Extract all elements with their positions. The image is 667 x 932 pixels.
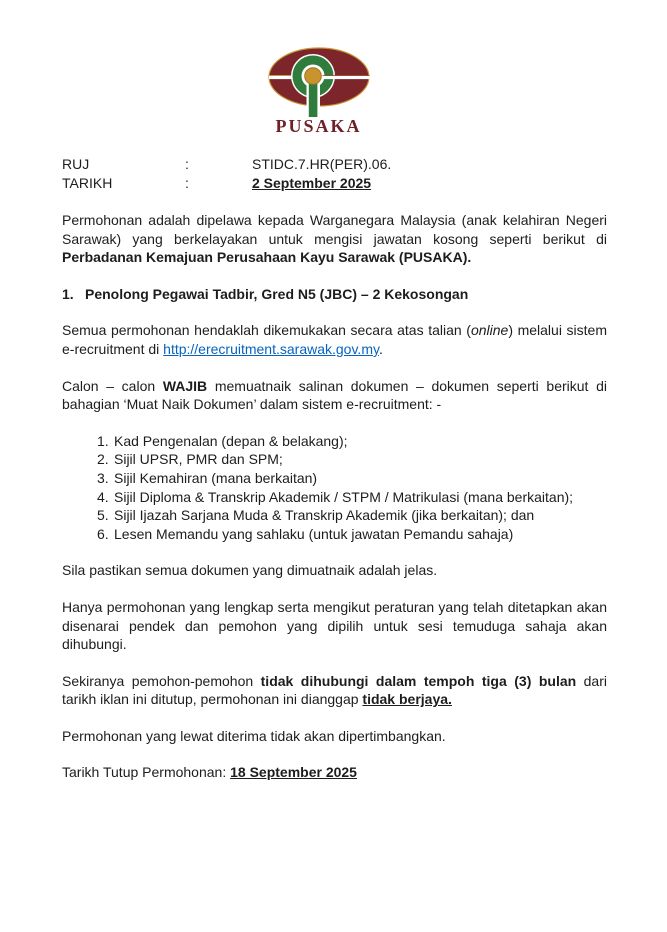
pusaka-logo xyxy=(264,46,374,137)
ref-row-tarikh xyxy=(62,174,607,193)
upload-text-1: Calon – calon xyxy=(62,377,163,394)
vacancy-number: 1. xyxy=(62,285,74,302)
list-item-text: Lesen Memandu yang sahlaku (untuk jawatan Pemandu sahaja) xyxy=(114,525,514,542)
vacancy-title: Penolong Pegawai Tadbir, Gred N5 (JBC) – 2 Kekosongan xyxy=(85,285,469,302)
clarity-note: Sila pastikan semua dokumen yang dimuatnaik adalah jelas. xyxy=(62,562,438,579)
late-submission-note: Permohonan yang lewat diterima tidak akan dipertimbangkan. xyxy=(62,727,446,744)
date-separator: : xyxy=(185,175,189,191)
list-item xyxy=(97,506,607,525)
list-item-number: 5. xyxy=(97,507,109,524)
list-item-number: 6. xyxy=(97,525,109,542)
online-application-paragraph xyxy=(62,321,607,358)
list-item xyxy=(97,488,607,507)
list-item xyxy=(97,469,607,488)
list-item-text: Sijil Ijazah Sarjana Muda & Transkrip Akademik (jika berkaitan); dan xyxy=(114,507,535,524)
shortlist-note: Hanya permohonan yang lengkap serta mengikut peraturan yang telah ditetapkan akan disenarai pendek dan pemohon yang dipilih untuk sesi temuduga sahaja akan dihubungi. xyxy=(62,598,607,653)
logo-wordmark: PUSAKA xyxy=(275,116,362,136)
unsuccessful-text-1: Sekiranya pemohon-pemohon xyxy=(62,672,261,689)
list-item-text: Sijil Diploma & Transkrip Akademik / STPM / Matrikulasi (mana berkaitan); xyxy=(114,488,574,505)
list-item-text: Kad Pengenalan (depan & belakang); xyxy=(114,432,348,449)
date-label: TARIKH xyxy=(62,175,113,191)
closing-date-value: 18 September 2025 xyxy=(230,764,357,781)
upload-bold: WAJIB xyxy=(162,377,208,394)
list-item xyxy=(97,432,607,451)
erecruitment-link[interactable]: http://erecruitment.sarawak.gov.my xyxy=(163,340,379,357)
document-list xyxy=(62,432,607,544)
vacancy-heading xyxy=(62,285,607,304)
list-item xyxy=(97,525,607,544)
upload-documents-paragraph xyxy=(62,377,607,414)
unsuccessful-bold-underline: tidak berjaya. xyxy=(362,691,452,708)
reference-block xyxy=(62,155,607,193)
online-text-1: Semua permohonan hendaklah dikemukakan secara atas talian ( xyxy=(62,322,471,339)
intro-org-bold: Perbadanan Kemajuan Perusahaan Kayu Sarawak (PUSAKA). xyxy=(62,249,472,266)
closing-date-label: Tarikh Tutup Permohonan: xyxy=(62,764,231,781)
list-item-number: 2. xyxy=(97,451,109,468)
pusaka-emblem-icon xyxy=(267,46,371,122)
ref-row-ruj xyxy=(62,155,607,174)
list-item-number: 4. xyxy=(97,488,109,505)
ref-value: STIDC.7.HR(PER).06. xyxy=(252,156,392,172)
upload-text-2: memuatnaik salinan dokumen – dokumen seperti berikut di bahagian ‘Muat Naik Dokumen’ dalam sistem e-recruitment: - xyxy=(62,377,607,413)
ref-separator: : xyxy=(185,156,189,172)
list-item-text: Sijil Kemahiran (mana berkaitan) xyxy=(114,469,318,486)
unsuccessful-text-2: dari tarikh iklan ini ditutup, permohonan ini dianggap xyxy=(62,672,607,708)
date-value: 2 September 2025 xyxy=(252,175,372,191)
online-italic: online xyxy=(470,322,509,339)
intro-text: Permohonan adalah dipelawa kepada Warganegara Malaysia (anak kelahiran Negeri Sarawak) yang berkelayakan untuk mengisi jawatan kosong seperti berikut di xyxy=(62,212,607,247)
online-text-3: . xyxy=(378,340,383,357)
intro-paragraph xyxy=(62,211,607,267)
list-item-text: Sijil UPSR, PMR dan SPM; xyxy=(114,451,283,468)
list-item-number: 1. xyxy=(97,432,109,449)
closing-date-line xyxy=(62,763,607,782)
list-item xyxy=(97,450,607,469)
online-text-2: ) melalui sistem e-recruitment di xyxy=(62,322,607,357)
unsuccessful-bold: tidak dihubungi dalam tempoh tiga (3) bulan xyxy=(260,672,577,689)
ref-label: RUJ xyxy=(62,156,90,172)
unsuccessful-note xyxy=(62,672,607,709)
list-item-number: 3. xyxy=(97,469,109,486)
